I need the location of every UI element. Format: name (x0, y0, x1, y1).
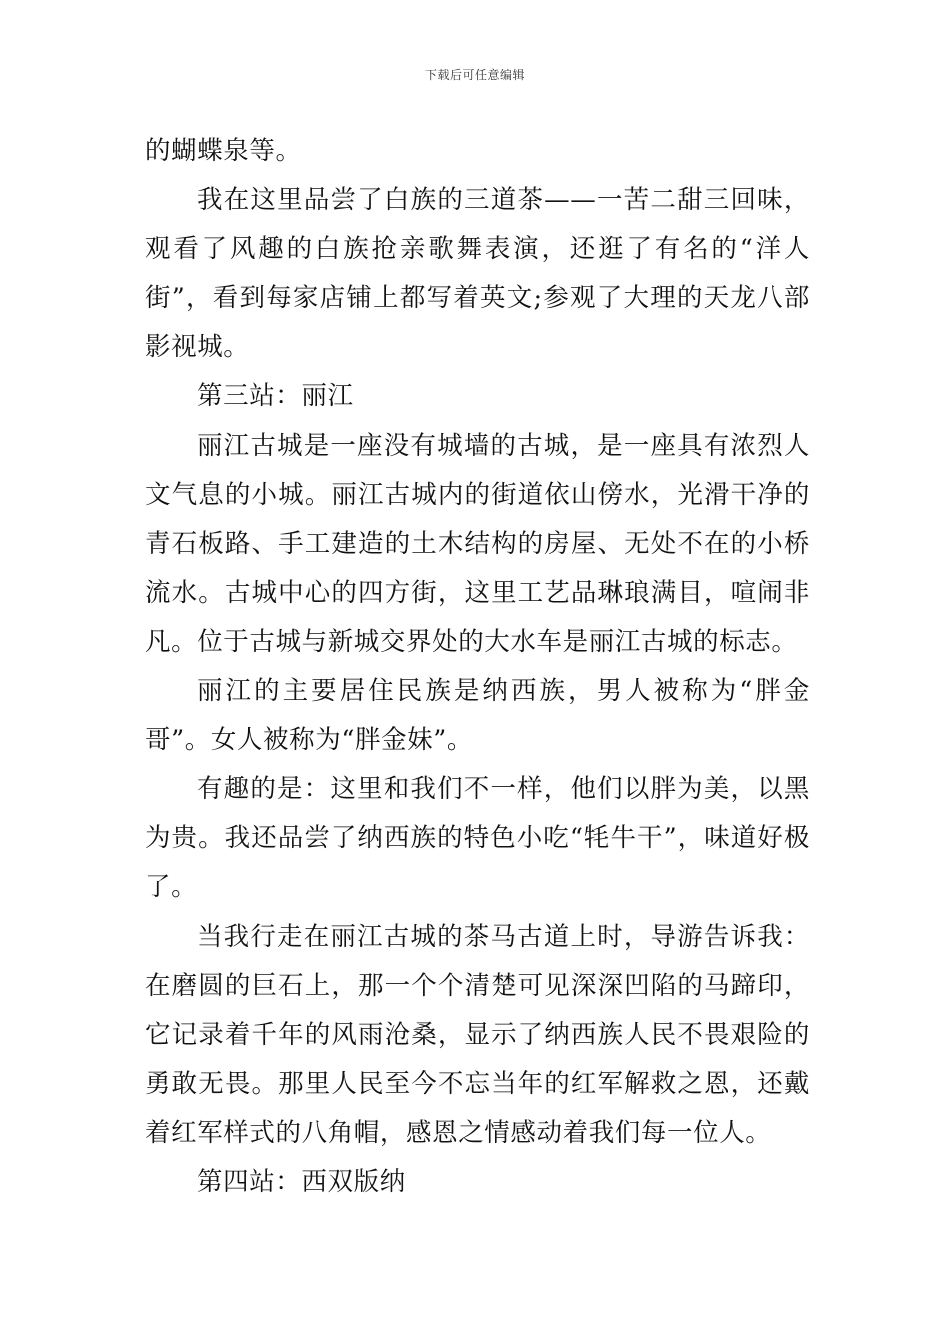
paragraph-continuation: 的蝴蝶泉等。 (145, 136, 302, 166)
paragraph-naxi-people: 丽江的主要居住民族是纳西族，男人被称为“胖金哥”。女人被称为“胖金妹”。 (145, 676, 810, 756)
paragraph-interesting: 有趣的是：这里和我们不一样，他们以胖为美，以黑为贵。我还品尝了纳西族的特色小吃“牦牛干”，味道好极了。 (145, 774, 810, 903)
section-heading-lijiang: 第三站：丽江 (197, 381, 354, 412)
paragraph-tea-horse-road: 当我行走在丽江古城的茶马古道上时，导游告诉我：在磨圆的巨石上，那一个个清楚可见深深凹陷的马蹄印，它记录着千年的风雨沧桑，显示了纳西族人民不畏艰险的勇敢无畏。那里人民至今不忘当年的红军解救之恩，还戴着红军样式的八角帽，感恩之情感动着我们每一位人。 (145, 921, 810, 1148)
paragraph-three-teas: 我在这里品尝了白族的三道茶——一苦二甜三回味，观看了风趣的白族抢亲歌舞表演，还逛了有名的“洋人街”，看到每家店铺上都写着英文;参观了大理的天龙八部影视城。 (145, 185, 811, 363)
section-heading-xishuangbanna: 第四站：西双版纳 (197, 1166, 406, 1197)
paragraph-lijiang-old-town: 丽江古城是一座没有城墙的古城，是一座具有浓烈人文气息的小城。丽江古城内的街道依山傍水，光滑干净的青石板路、手工建造的土木结构的房屋、无处不在的小桥流水。古城中心的四方街，这里工艺品琳琅满目，喧闹非凡。位于古城与新城交界处的大水车是丽江古城的标志。 (145, 430, 810, 657)
document-body (145, 127, 810, 1207)
page-header: 下载后可任意编辑 (424, 68, 525, 82)
